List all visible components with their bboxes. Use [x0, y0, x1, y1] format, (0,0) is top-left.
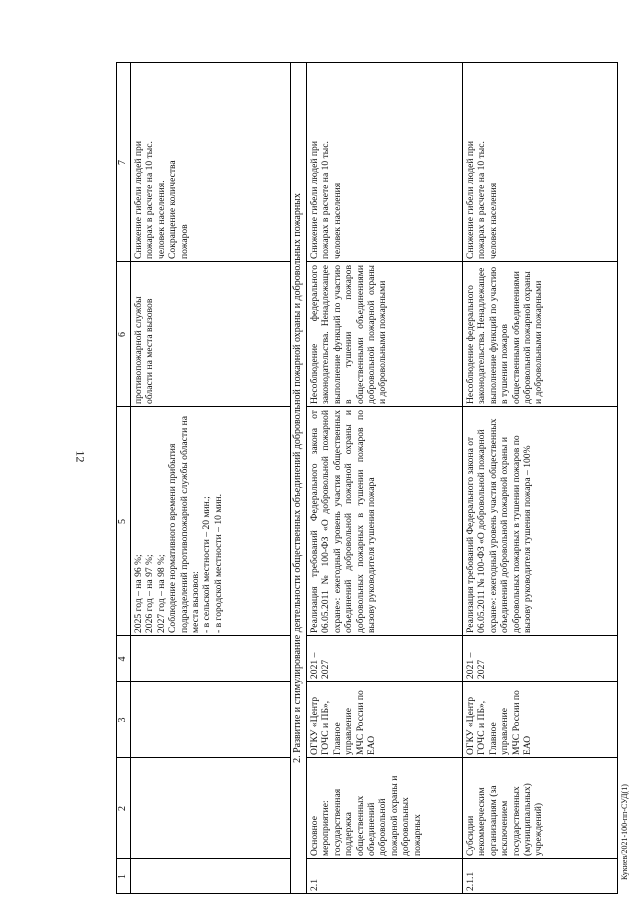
continued-consequence-text: противопожарной службы области на места вызовов — [133, 296, 156, 404]
measure-name: Основное мероприятие: государственная поддержка общественных объединений добровольной пожарной охраны и добровольных пожарных — [309, 775, 423, 856]
expected-result: Реализация требований Федерального закона от 06.05.2011 № 100-ФЗ «О добровольной пожарной охране»: ежегодный уровень участия общественных объединений добровольной пожарной охраны и добровольных пожарных в тушении пожаров по вызову руководителя тушения пожара — [309, 410, 378, 633]
col-divider — [116, 635, 290, 636]
consequence: Несоблюдение федерального законодательства. Ненадлежащее выполнение функций по участию в тушении пожаров общественными объединениями добровольной пожарной охраны и добровольными пожарными — [465, 266, 545, 404]
col-divider — [306, 858, 618, 859]
header-col-6: 6 — [117, 332, 128, 337]
row-number: 2.1 — [309, 879, 320, 891]
header-col-1: 1 — [117, 874, 128, 879]
continued-result-text: 2025 год – на 96 %; 2026 год – на 97 %; 2027 год – на 98 %; Соблюдение нормативного времени прибытия подразделений противопожарной службы области на места вызовов: - в сельской местности – 20 мин.; - в городской местности – 10 мин. — [133, 415, 224, 633]
col-divider — [116, 757, 290, 758]
row-divider — [306, 62, 307, 894]
table-border-left — [116, 893, 618, 894]
col-divider — [116, 681, 290, 682]
continued-indicator-text: Снижение гибели людей при пожарах в расчете на 10 тыс. человек населения. Сокращение количества пожаров — [133, 141, 190, 259]
indicator-link: Снижение гибели людей при пожарах в расчете на 10 тыс. человек населения — [309, 141, 343, 259]
header-divider — [130, 62, 131, 894]
years: 2021 – 2027 — [465, 652, 488, 679]
footer-stamp: Кукиев/2021-100-пп-СУД(1) — [620, 784, 629, 880]
col-divider — [306, 406, 618, 407]
row-divider — [290, 62, 291, 894]
col-divider — [306, 635, 618, 636]
col-divider — [116, 406, 290, 407]
expected-result: Реализация требований Федерального закона от 06.05.2011 № 100-ФЗ «О добровольной пожарной охране»: ежегодный уровень участия общественных объединений добровольной пожарной охраны и добровольных пожарных в тушении пожаров по вызову руководителя тушения пожара – 100% — [465, 418, 534, 633]
program-table — [116, 62, 618, 894]
indicator-link: Снижение гибели людей при пожарах в расчете на 10 тыс. человек населения — [465, 141, 499, 259]
col-divider — [116, 858, 290, 859]
col-divider — [306, 681, 618, 682]
table-border-right — [116, 62, 618, 63]
header-col-7: 7 — [117, 160, 128, 165]
years: 2021 – 2027 — [309, 652, 332, 679]
col-divider — [306, 757, 618, 758]
header-col-2: 2 — [117, 806, 128, 811]
page-number: 12 — [73, 450, 88, 463]
header-col-4: 4 — [117, 656, 128, 662]
col-divider — [306, 261, 618, 262]
table-border-bottom — [617, 62, 618, 894]
executor: ОГКУ «Центр ГОЧС и ПБ», Главное управление МЧС России по ЕАО — [309, 690, 378, 755]
header-col-3: 3 — [117, 717, 128, 723]
row-divider — [462, 62, 463, 894]
section-title: 2. Развитие и стимулирование деятельности общественных объединений добровольной пожарной охраны и добровольных пожарных — [292, 193, 303, 763]
consequence: Несоблюдение федерального законодательства. Ненадлежащее выполнение функций по участию в тушении пожаров общественными объединениями добровольной пожарной охраны и добровольными пожарными — [309, 265, 389, 404]
executor: ОГКУ «Центр ГОЧС и ПБ», Главное управление МЧС России по ЕАО — [465, 690, 534, 755]
header-col-5: 5 — [117, 519, 128, 524]
measure-name: Субсидии некоммерческим организациям (за исключением государственных (муниципальных) учреждений) — [465, 783, 545, 856]
row-number: 2.1.1 — [465, 871, 476, 891]
col-divider — [116, 261, 290, 262]
